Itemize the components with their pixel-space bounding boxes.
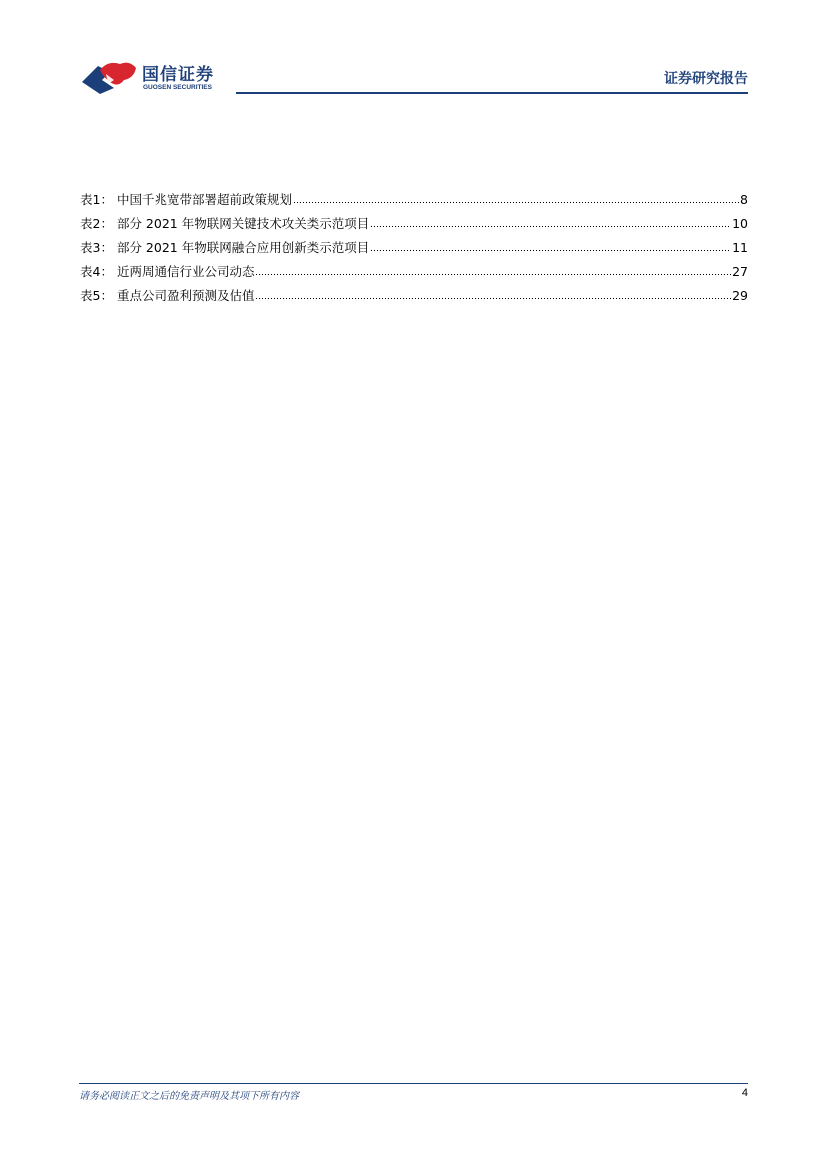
toc-entry-page: 29 [732,288,748,303]
toc-dot-leader [255,288,731,302]
table-of-figures [80,190,748,310]
footer-disclaimer: 请务必阅读正文之后的免责声明及其项下所有内容 [79,1091,299,1102]
toc-entry-number: 表2： [80,216,113,231]
toc-entry-page: 27 [732,264,748,279]
toc-entry-3[interactable] [80,238,748,262]
toc-entry-number: 表5： [80,288,113,303]
toc-entry-2[interactable] [80,214,748,238]
guosen-logo [80,58,240,98]
footer-divider [79,1083,748,1084]
toc-entry-5[interactable] [80,286,748,310]
logo-chinese-name: 国信证券 [142,65,214,85]
guosen-logo-icon [80,58,138,96]
toc-dot-leader [255,264,731,278]
toc-entry-page: 11 [732,240,748,255]
toc-entry-title: 部分 2021 年物联网融合应用创新类示范项目 [116,240,370,255]
toc-dot-leader [293,192,739,206]
toc-entry-number: 表4： [80,264,113,279]
toc-entry-4[interactable] [80,262,748,286]
toc-entry-number: 表3： [80,240,113,255]
toc-entry-title: 中国千兆宽带部署超前政策规划 [116,192,292,207]
toc-dot-leader [370,240,731,254]
toc-entry-page: 10 [732,216,748,231]
toc-entry-title: 部分 2021 年物联网关键技术攻关类示范项目 [116,216,370,231]
logo-english-name: GUOSEN SECURITIES [143,84,212,91]
toc-entry-title: 重点公司盈利预测及估值 [116,288,255,303]
toc-entry-page: 8 [740,192,748,207]
toc-entry-number: 表1： [80,192,113,207]
toc-dot-leader [370,216,731,230]
page-number: 4 [741,1087,748,1099]
toc-entry-1[interactable] [80,190,748,214]
header-divider [236,92,748,94]
report-type-label: 证券研究报告 [664,71,748,87]
toc-entry-title: 近两周通信行业公司动态 [116,264,255,279]
